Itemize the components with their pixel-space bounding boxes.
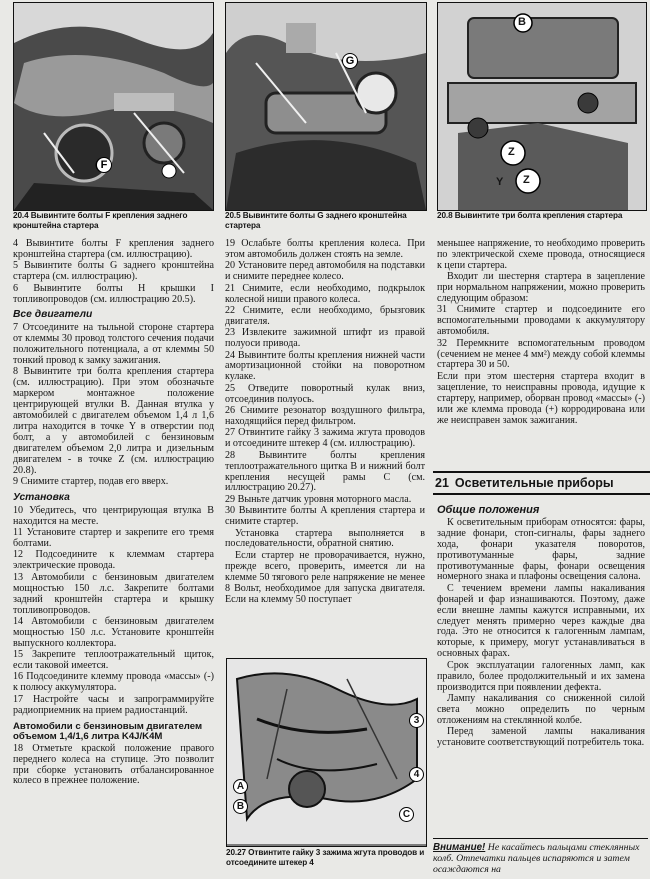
figure-label-a: A xyxy=(233,779,248,794)
figure-20-27-photo xyxy=(226,658,427,847)
subheading-k4j-k4m: Автомобили с бензиновым двигателем объемом 1,4/1,6 литра K4J/K4M xyxy=(13,720,203,743)
figure-20-27-caption: 20.27 Отвинтите гайку 3 зажима жгута проводов и отсоедините штекер 4 xyxy=(226,848,425,867)
column-2 xyxy=(225,239,425,606)
section-heading xyxy=(433,471,650,495)
figure-label-g: G xyxy=(342,53,358,69)
paragraph: 5 Вывинтите болты G заднего кронштейна стартера (см. иллюстрацию). xyxy=(13,260,214,283)
section-title: Осветительные приборы xyxy=(454,476,614,490)
figure-20-4-caption: 20.4 Вывинтите болты F крепления заднего кронштейна стартера xyxy=(13,211,188,230)
paragraph: Лампу накаливания со сниженной силой света можно определить по черным отложениям на стеклянной колбе. xyxy=(437,692,645,726)
paragraph: 18 Отметьте краской положение правого переднего колеса на ступице. Это позволит при сборке установить отбалансированное колесо в прежнее положение. xyxy=(13,742,214,787)
paragraph: Если стартер не проворачивается, нужно, прежде всего, проверить, имеется ли на клемме 50 тягового реле напряжение не менее 8 Вольт, необходимое для запуска двигателя. Если на клемму 50 поступает xyxy=(225,549,425,605)
paragraph: 25 Отведите поворотный кулак вниз, отсоединив полуось. xyxy=(225,382,425,405)
paragraph: 21 Снимите, если необходимо, подкрылок колесной ниши правого колеса. xyxy=(225,282,425,305)
paragraph: 26 Снимите резонатор воздушного фильтра, находящийся перед фильтром. xyxy=(225,405,425,427)
paragraph: 32 Перемкните вспомогательным проводом (сечением не менее 4 мм²) между собой клеммы стартера 30 и 50. xyxy=(437,337,645,371)
figure-label-b: B xyxy=(518,16,526,28)
paragraph: 6 Вывинтите болты H крышки I топливопроводов (см. иллюстрацию 20.5). xyxy=(13,282,214,305)
section-number: 21 xyxy=(435,476,449,490)
figure-20-8-photo xyxy=(437,2,647,211)
warning-note xyxy=(433,838,648,875)
paragraph: 28 Вывинтите болты крепления теплоотражательного щитка B и нижний болт крепления несущей рамы C (см. иллюстрацию 20.27). xyxy=(225,449,425,494)
figure-20-8-caption: 20.8 Вывинтите три болта крепления стартера xyxy=(437,211,623,220)
figure-20-5-photo xyxy=(225,2,427,211)
paragraph: 17 Настройте часы и запрограммируйте радиоприемник на прием радиостанций. xyxy=(13,693,214,716)
paragraph: 9 Снимите стартер, подав его вверх. xyxy=(13,476,169,488)
paragraph: Входит ли шестерня стартера в зацепление при нормальном напряжении, можно проверить следующим образом: xyxy=(437,271,645,305)
subheading-all-engines: Все двигатели xyxy=(13,309,93,321)
paragraph: 24 Вывинтите болты крепления нижней части амортизационной стойки на поворотном кулаке. xyxy=(225,349,425,383)
paragraph: 12 Подсоедините к клеммам стартера электрические провода. xyxy=(13,549,214,572)
subheading-installation: Установка xyxy=(13,491,70,503)
figure-label-b: B xyxy=(233,799,248,814)
column-3-lower xyxy=(437,505,645,749)
paragraph: 11 Установите стартер и закрепите его тремя болтами. xyxy=(13,527,214,550)
paragraph: 22 Снимите, если необходимо, брызговик двигателя. xyxy=(225,304,425,327)
paragraph: 29 Выньте датчик уровня моторного масла. xyxy=(225,493,412,505)
figure-label-c: C xyxy=(399,807,414,822)
paragraph: 7 Отсоедините на тыльной стороне стартера от клеммы 30 провод толстого сечения подачи положительного потенциала, а от клеммы 50 тонкий провод к замку зажигания. xyxy=(13,322,214,367)
figure-label-4: 4 xyxy=(409,767,424,782)
paragraph: 8 Вывинтите три болта крепления стартера (см. иллюстрацию). При этом обозначьте маркером монтажное положение центрирующей втулки B. Данная втулка у автомобилей с двигателем объемом 1,4 л 1,6 литра находится в точке Y в отверстии под болт, а у автомобилей с бензиновым двигателем объемом 2,0 литра и дизельным двигателем - в точке Z (см. иллюстрацию 20.8). xyxy=(13,366,214,476)
column-3 xyxy=(437,239,645,427)
paragraph: Если при этом шестерня стартера входит в зацепление, то неисправны провода, идущие к стартеру, например, оборван провод «массы» (-) или же клемма провода (+) корродирована или же неисправен замок зажигания. xyxy=(437,370,645,426)
paragraph: К осветительным приборам относятся: фары, задние фонари, стоп-сигналы, фары заднего хода, фонари указателя поворотов, противотуманные фары, задние противотуманные фары, фонари освещения номерного знака и плафоны освещения салона. xyxy=(437,516,645,583)
figure-20-5-caption: 20.5 Вывинтите болты G заднего кронштейна стартера xyxy=(225,211,407,230)
paragraph: Перед заменой лампы накаливания установите соответствующий потребитель тока. xyxy=(437,726,645,749)
figure-label-3: 3 xyxy=(409,713,424,728)
figure-label-f: F xyxy=(96,157,112,173)
paragraph: 30 Вывинтите болты A крепления стартера и снимите стартер. xyxy=(225,505,425,528)
paragraph: меньшее напряжение, то необходимо проверить по электрической схеме провода, относящиеся к цепи стартера. xyxy=(437,238,645,271)
column-1 xyxy=(13,239,214,788)
paragraph: 19 Ослабьте болты крепления колеса. При этом автомобиль должен стоять на земле. xyxy=(225,238,425,260)
figure-label-y: Y xyxy=(496,176,504,188)
subheading-general: Общие положения xyxy=(437,504,540,516)
paragraph: 15 Закрепите теплоотражательный щиток, если таковой имеется. xyxy=(13,649,214,672)
paragraph: 16 Подсоедините клемму провода «массы» (-) к полюсу аккумулятора. xyxy=(13,671,214,694)
paragraph: 10 Убедитесь, что центрирующая втулка B находится на месте. xyxy=(13,504,214,527)
paragraph: 27 Отвинтите гайку 3 зажима жгута проводов и отсоедините штекер 4 (см. иллюстрацию). xyxy=(225,427,425,450)
paragraph: 14 Автомобили с бензиновым двигателем мощностью 150 л.с. Установите кронштейн выпускного коллектора. xyxy=(13,615,214,649)
warning-text: Не касайтесь пальцами стеклянных колб. Отпечатки пальцев испаряются и затем осаждаются на xyxy=(433,842,640,875)
paragraph: 23 Извлеките зажимной штифт из правой полуоси привода. xyxy=(225,327,425,350)
paragraph: 20 Установите перед автомобиля на подставки и снимите переднее колесо. xyxy=(225,260,425,283)
figure-label-z1: Z xyxy=(508,146,515,158)
paragraph: Срок эксплуатации галогенных ламп, как правило, более продолжительный и их замена производится при появлении дефекта. xyxy=(437,659,645,693)
warning-label: Внимание! xyxy=(433,842,486,853)
paragraph: 31 Снимите стартер и подсоедините его вспомогательными проводами к аккумулятору автомобиля. xyxy=(437,304,645,338)
paragraph: 13 Автомобили с бензиновым двигателем мощностью 150 л.с. Закрепите болтами задний кронштейн стартера и крышку топливопроводов. xyxy=(13,571,214,616)
paragraph: 4 Вывинтите болты F крепления заднего кронштейна стартера (см. иллюстрацию). xyxy=(13,238,214,260)
figure-label-z2: Z xyxy=(523,174,530,186)
figure-20-4-photo xyxy=(13,2,214,211)
paragraph: С течением времени лампы накаливания фонарей и фар изнашиваются. Поэтому, даже если внешне лампы кажутся исправными, их следует менять примерно через каждые два года. Это не относится к галогенным лампам, которые, к примеру, могут устанавливаться в основных фарах. xyxy=(437,582,645,660)
paragraph: Установка стартера выполняется в последовательности, обратной снятию. xyxy=(225,527,425,550)
